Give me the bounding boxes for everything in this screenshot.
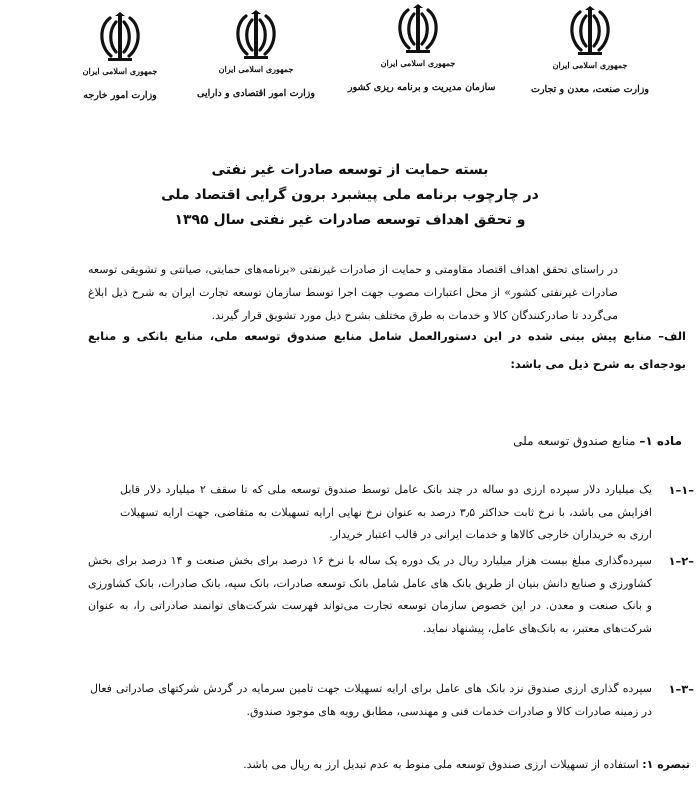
article-1-heading xyxy=(420,430,682,453)
intro-paragraph: در راستای تحقق اهداف اقتصاد مقاومتی و حمایت از صادرات غیرنفتی «برنامه‌های حمایتی، صیانتی و تشویقی توسعه صادرات غیرنفتی کشور» از محل اعتبارات مصوب جهت اجرا توسط سازمان توسعه تجارت ایران به شرح ذیل ابلاغ می‌گردد تا صادرکنندگان کالا و خدمات به طرق مختلف بشرح ذیل مورد تشویق قرار گیرند. xyxy=(88,263,618,322)
note-text: استفاده از تسهیلات ارزی صندوق توسعه ملی منوط به عدم تبدیل ارز به ریال می باشد. xyxy=(243,758,639,771)
clause-item xyxy=(90,678,694,723)
iran-emblem-icon xyxy=(566,6,614,58)
clause-text: سپرده گذاری ارزی صندوق نزد بانک های عامل برای ارایه تسهیلات جهت تامین سرمایه در گردش شرکتهای صادراتی فعال در زمینه صادرات کالا و صادرات خدمات فنی و مهندسی، مطابق رویه های موجود صندوق. xyxy=(90,682,652,718)
clause-text: سپرده‌گذاری مبلغ بیست هزار میلیارد ریال در یک دوره یک ساله با نرخ ۱۶ درصد برای بخش صنعت و ۱۴ درصد برای بخش کشاورزی و صنایع دانش بنیان از طریق بانک های عامل شامل بانک توسعه صادرات، بانک سپه، بانک صادرات، بانک کشاورزی و بانک صنعت و معدن. در این خصوص سازمان توسعه تجارت می‌تواند فهرست شرکت‌های توانمند صادراتی را، به عنوان شرکت‌های معتبر، به بانک‌های عامل، پیشنهاد نماید. xyxy=(88,554,652,635)
document-title xyxy=(150,158,550,233)
iran-emblem-icon xyxy=(232,10,280,62)
ministry-name: سازمان مدیریت و برنامه ریزی کشور xyxy=(348,82,496,93)
clause-number: ۱–۲– xyxy=(668,554,694,568)
emblem-block xyxy=(520,6,660,95)
emblem-caption: جمهوری اسلامی ایران xyxy=(552,60,628,70)
article-title: منابع صندوق توسعه ملی xyxy=(513,434,636,448)
emblem-block xyxy=(186,10,326,99)
article-number: ماده ۱– xyxy=(639,434,682,448)
emblem-caption: جمهوری اسلامی ایران xyxy=(82,66,158,76)
clause-text: یک میلیارد دلار سپرده ارزی دو ساله در چند بانک عامل توسط صندوق توسعه ملی که تا سقف ۲ میلیارد دلار قابل افزایش می باشد، با نرخ ثابت حداکثر ۳٫۵ درصد به عنوان نرخ نهایی ارایه تسهیلات به متقاضی، جهت ارایه تسهیلات ارزی به خریداران خارجی کالاها و خدمات ایرانی در قالب اعتبار خریدار. xyxy=(120,483,652,541)
note-label: تبصره ۱: xyxy=(642,758,690,771)
note-paragraph xyxy=(160,754,690,776)
ministry-name: وزارت صنعت، معدن و تجارت xyxy=(531,84,649,95)
emblem-caption: جمهوری اسلامی ایران xyxy=(380,58,456,68)
clause-number: ۱–۳– xyxy=(668,682,694,696)
title-line: و تحقق اهداف توسعه صادرات غیر نفتی سال ۱۳۹۵ xyxy=(174,212,526,228)
title-line: بسته حمایت از توسعه صادرات غیر نفتی xyxy=(211,162,489,178)
ministry-name: وزارت امور خارجه xyxy=(83,90,157,101)
ministry-name: وزارت امور اقتصادی و دارایی xyxy=(197,88,315,99)
emblem-block xyxy=(348,4,496,93)
clause-item xyxy=(88,550,694,640)
section-a-heading: الف– منابع پیش بینی شده در این دستورالعمل شامل منابع صندوق توسعه ملی، منابع بانکی و منابع بودجه‌ای به شرح ذیل می باشد: xyxy=(88,329,686,371)
clause-number: ۱–۱– xyxy=(668,483,694,497)
clause-item xyxy=(120,479,694,547)
iran-emblem-icon xyxy=(394,4,442,56)
emblem-block xyxy=(50,12,190,101)
emblem-caption: جمهوری اسلامی ایران xyxy=(218,64,294,74)
title-line: در چارچوب برنامه ملی پیشبرد برون گرایی اقتصاد ملی xyxy=(161,187,539,203)
iran-emblem-icon xyxy=(96,12,144,64)
